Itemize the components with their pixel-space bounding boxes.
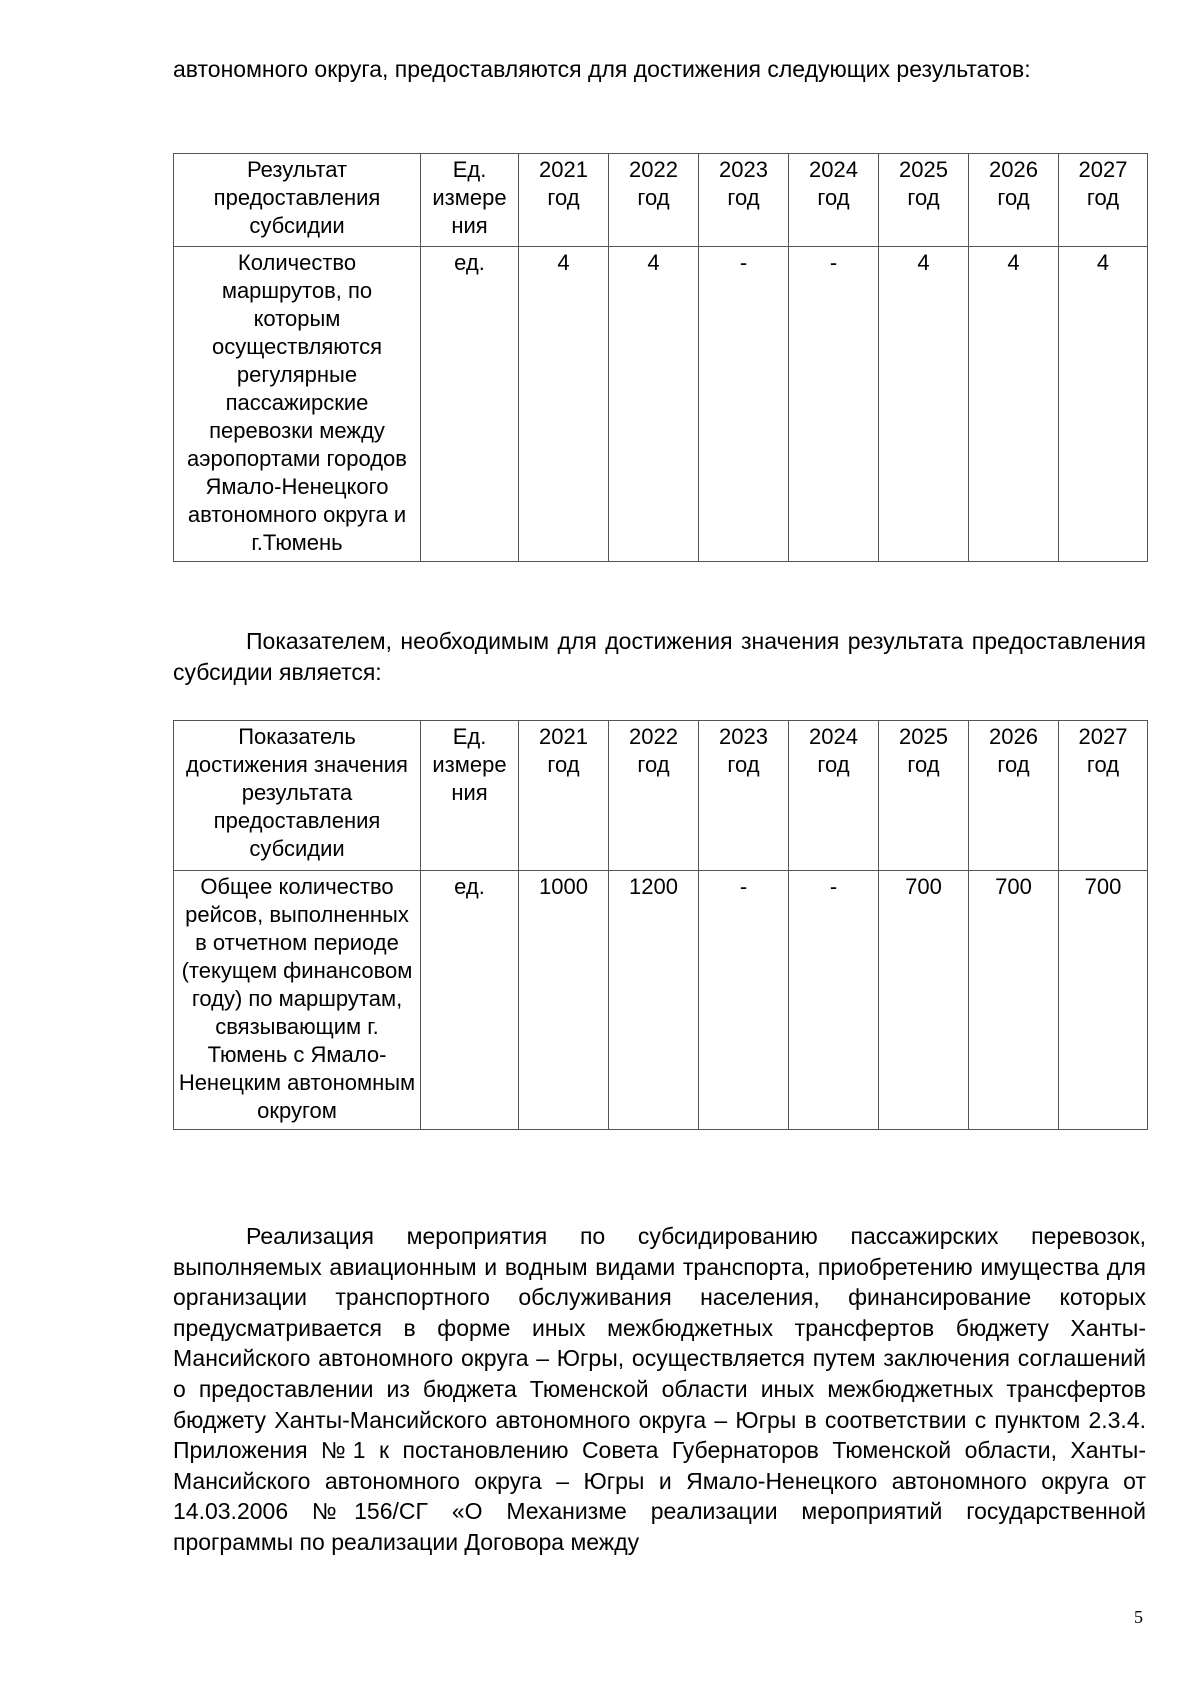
indicators-cell-unit: ед. — [421, 871, 519, 1130]
indicators-header-unit: Ед. измере ния — [421, 721, 519, 871]
results-header-2026: 2026 год — [969, 154, 1059, 247]
results-cell-unit: ед. — [421, 247, 519, 562]
results-header-2027: 2027 год — [1059, 154, 1148, 247]
intro-paragraph: автономного округа, предоставляются для достижения следующих результатов: — [173, 56, 1031, 82]
indicators-header-2027: 2027 год — [1059, 721, 1148, 871]
implementation-paragraph: Реализация мероприятия по субсидированию пассажирских перевозок, выполняемых авиационным и водным видами транспорта, приобретению имущества для организации транспортного обслуживания населения, финансирование которых предусматривается в форме иных межбюджетных трансфертов бюджету Ханты-Мансийского автономного округа – Югры, осуществляется путем заключения соглашений о предоставлении из бюджета Тюменской области иных межбюджетных трансфертов бюджету Ханты-Мансийского автономного округа – Югры в соответствии с пунктом 2.3.4. Приложения №1 к постановлению Совета Губернаторов Тюменской области, Ханты-Мансийского автономного округа – Югры и Ямало-Ненецкого автономного округа от 14.03.2006 №156/СГ «О Механизме реализации мероприятий государственной программы по реализации Договора между — [173, 1223, 1146, 1555]
indicators-header-2024: 2024 год — [789, 721, 879, 871]
results-cell-2021: 4 — [519, 247, 609, 562]
indicators-table-header-row — [174, 721, 1148, 871]
indicators-header-2025: 2025 год — [879, 721, 969, 871]
indicators-cell-2025: 700 — [879, 871, 969, 1130]
indicators-cell-2022: 1200 — [609, 871, 699, 1130]
results-header-2023: 2023 год — [699, 154, 789, 247]
results-cell-2025: 4 — [879, 247, 969, 562]
results-header-2022: 2022 год — [609, 154, 699, 247]
results-header-unit: Ед. измере ния — [421, 154, 519, 247]
indicators-header-2021: 2021 год — [519, 721, 609, 871]
table-row — [174, 871, 1148, 1130]
results-cell-2027: 4 — [1059, 247, 1148, 562]
indicators-header-indicator: Показатель достижения значения результата предоставления субсидии — [174, 721, 421, 871]
indicators-header-2026: 2026 год — [969, 721, 1059, 871]
indicators-header-2022: 2022 год — [609, 721, 699, 871]
results-header-result: Результат предоставления субсидии — [174, 154, 421, 247]
results-header-2025: 2025 год — [879, 154, 969, 247]
results-cell-2023: - — [699, 247, 789, 562]
results-cell-description: Количество маршрутов, по которым осуществляются регулярные пассажирские перевозки между аэропортами городов Ямало-Ненецкого автономного округа и г.Тюмень — [174, 247, 421, 562]
indicators-cell-2023: - — [699, 871, 789, 1130]
results-cell-2024: - — [789, 247, 879, 562]
results-header-2024: 2024 год — [789, 154, 879, 247]
results-table-header-row — [174, 154, 1148, 247]
results-cell-2022: 4 — [609, 247, 699, 562]
results-table — [173, 153, 1148, 562]
indicators-cell-description: Общее количество рейсов, выполненных в отчетном периоде (текущем финансовом году) по маршрутам, связывающим г. Тюмень с Ямало-Ненецким автономным округом — [174, 871, 421, 1130]
results-cell-2026: 4 — [969, 247, 1059, 562]
page-number: 5 — [1134, 1607, 1143, 1627]
indicator-intro-paragraph: Показателем, необходимым для достижения значения результата предоставления субсидии является: — [173, 628, 1146, 685]
indicators-cell-2021: 1000 — [519, 871, 609, 1130]
results-header-2021: 2021 год — [519, 154, 609, 247]
table-row — [174, 247, 1148, 562]
indicators-cell-2024: - — [789, 871, 879, 1130]
indicators-table — [173, 720, 1148, 1130]
indicators-cell-2027: 700 — [1059, 871, 1148, 1130]
indicators-cell-2026: 700 — [969, 871, 1059, 1130]
indicators-header-2023: 2023 год — [699, 721, 789, 871]
